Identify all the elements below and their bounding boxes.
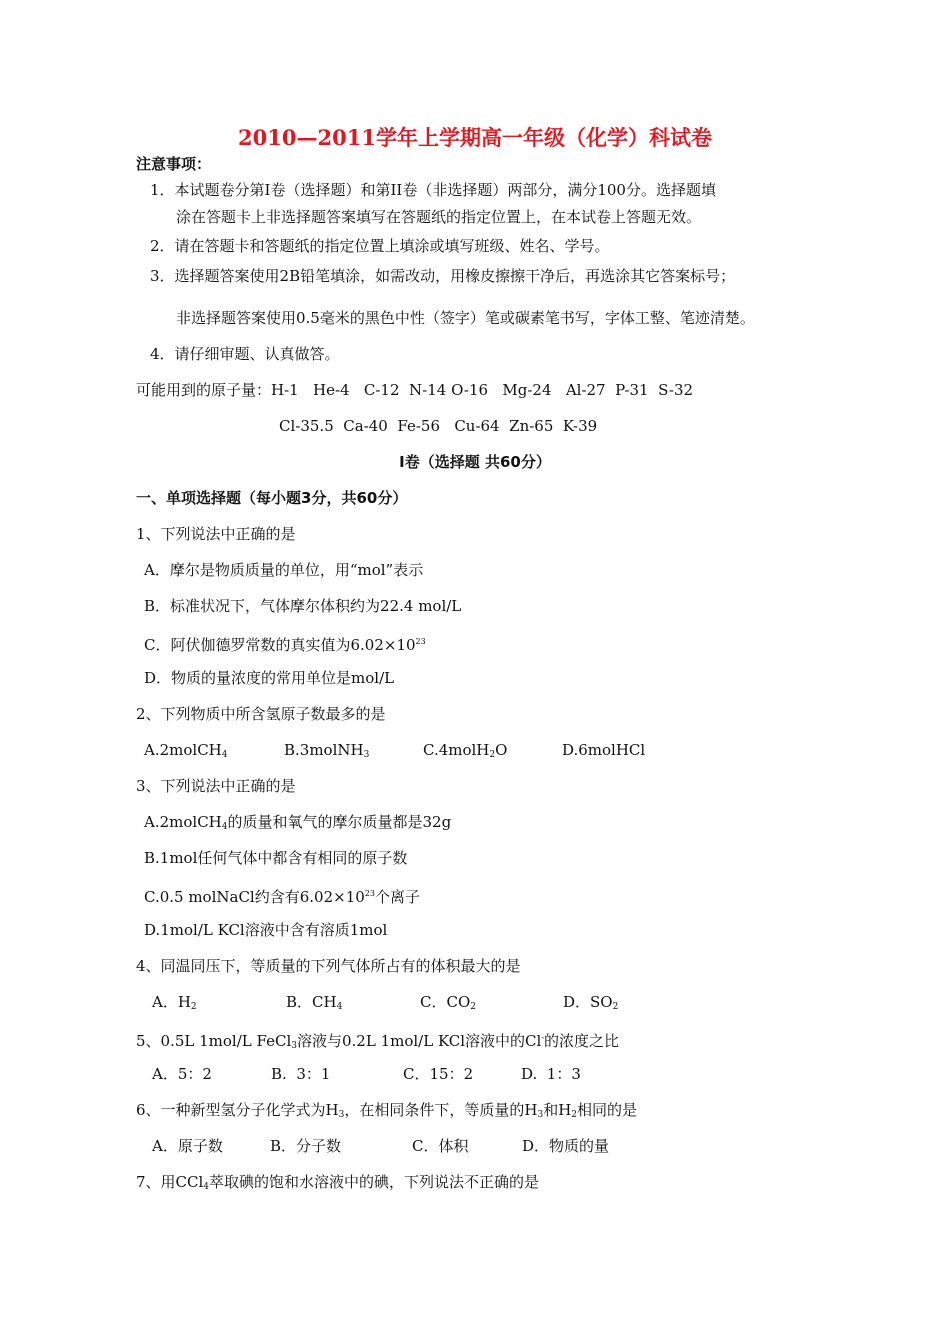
question-1-option-b: B．标准状况下，气体摩尔体积约为22.4 mol/L	[144, 597, 462, 615]
question-4-stem: 4、同温同压下，等质量的下列气体所占有的体积最大的是	[136, 957, 521, 975]
question-4-option-d: D．$SO_2$	[563, 993, 619, 1012]
notice-item-1: 1．本试题卷分第Ⅰ卷（选择题）和第II卷（非选择题）两部分，满分100分。选择题填	[150, 181, 716, 199]
question-6-option-b: B．分子数	[270, 1137, 342, 1155]
question-1-option-d: D．物质的量浓度的常用单位是mol/L	[144, 669, 395, 687]
part-title: 一、单项选择题（每小题3分，共60分）	[136, 489, 408, 507]
question-5-option-a: A．5：2	[152, 1065, 212, 1083]
question-1-option-c: C．阿伏伽德罗常数的真实值为$6.02\times 10^{23}$	[144, 636, 426, 654]
question-2-option-d: D.6molHCl	[562, 741, 646, 759]
question-4-option-b: B．$CH_4$	[286, 993, 343, 1012]
question-3-option-b: B.1mol任何气体中都含有相同的原子数	[144, 849, 408, 867]
question-3-option-a: A.2molCH$_4$的质量和氧气的摩尔质量都是32g	[144, 813, 452, 832]
notice-item-2: 2．请在答题卡和答题纸的指定位置上填涂或填写班级、姓名、学号。	[150, 237, 610, 255]
question-2-option-c: C.4molH$_2$O	[423, 741, 508, 760]
question-2-stem: 2、下列物质中所含氢原子数最多的是	[136, 705, 386, 723]
exam-title: 2010—2011学年上学期高一年级（化学）科试卷	[238, 125, 712, 150]
question-4-option-c: C．$CO_2$	[420, 993, 476, 1012]
question-5-stem: 5、0.5L 1mol/L FeCl$_3$溶液与0.2L 1mol/L KCl溶液中的Cl-的浓度之比	[136, 1032, 620, 1051]
notice-heading: 注意事项：	[136, 155, 212, 173]
question-1-option-a: A．摩尔是物质质量的单位，用“mol”表示	[144, 561, 424, 579]
question-2-option-b: B.3molNH$_3$	[284, 741, 370, 760]
question-2-option-a: A.2molCH$_4$	[144, 741, 228, 760]
question-1-stem: 1、下列说法中正确的是	[136, 525, 296, 543]
question-3-option-c: C.0.5 molNaCl约含有$6.02\times 10^{23}$个离子	[144, 888, 420, 906]
section-title: Ⅰ卷（选择题 共60分）	[399, 453, 551, 471]
question-6-option-d: D．物质的量	[522, 1137, 610, 1155]
question-6-stem: 6、一种新型氢分子化学式为$H_3$，在相同条件下，等质量的$H_3$和$H_2$相同的是	[136, 1101, 638, 1120]
notice-item-4: 4．请仔细审题、认真做答。	[150, 345, 340, 363]
question-4-option-a: A．$H_2$	[152, 993, 197, 1012]
atomic-mass-line-2: Cl-35.5 Ca-40 Fe-56 Cu-64 Zn-65 K-39	[279, 417, 598, 435]
question-7-stem: 7、用CCl$_4$萃取碘的饱和水溶液中的碘，下列说法不正确的是	[136, 1173, 540, 1192]
notice-item-1-continued: 涂在答题卡上非选择题答案填写在答题纸的指定位置上，在本试卷上答题无效。	[176, 208, 702, 226]
notice-item-3-continued: 非选择题答案使用0.5毫米的黑色中性（签字）笔或碳素笔书写，字体工整、笔迹清楚。	[176, 309, 755, 327]
question-6-option-a: A．原子数	[152, 1137, 223, 1155]
atomic-mass-line-1: 可能用到的原子量：H-1 He-4 C-12 N-14 O-16 Mg-24 Al-27 P-31 S-32	[136, 381, 694, 399]
notice-item-3: 3．选择题答案使用2B铅笔填涂，如需改动，用橡皮擦擦干净后，再选涂其它答案标号；	[150, 267, 736, 285]
question-6-option-c: C．体积	[412, 1137, 469, 1155]
question-5-option-c: C．15：2	[403, 1065, 474, 1083]
question-5-option-d: D. 1：3	[521, 1065, 581, 1083]
question-3-stem: 3、下列说法中正确的是	[136, 777, 296, 795]
question-5-option-b: B. 3：1	[271, 1065, 331, 1083]
question-3-option-d: D.1mol/L KCl溶液中含有溶质1mol	[144, 921, 388, 939]
